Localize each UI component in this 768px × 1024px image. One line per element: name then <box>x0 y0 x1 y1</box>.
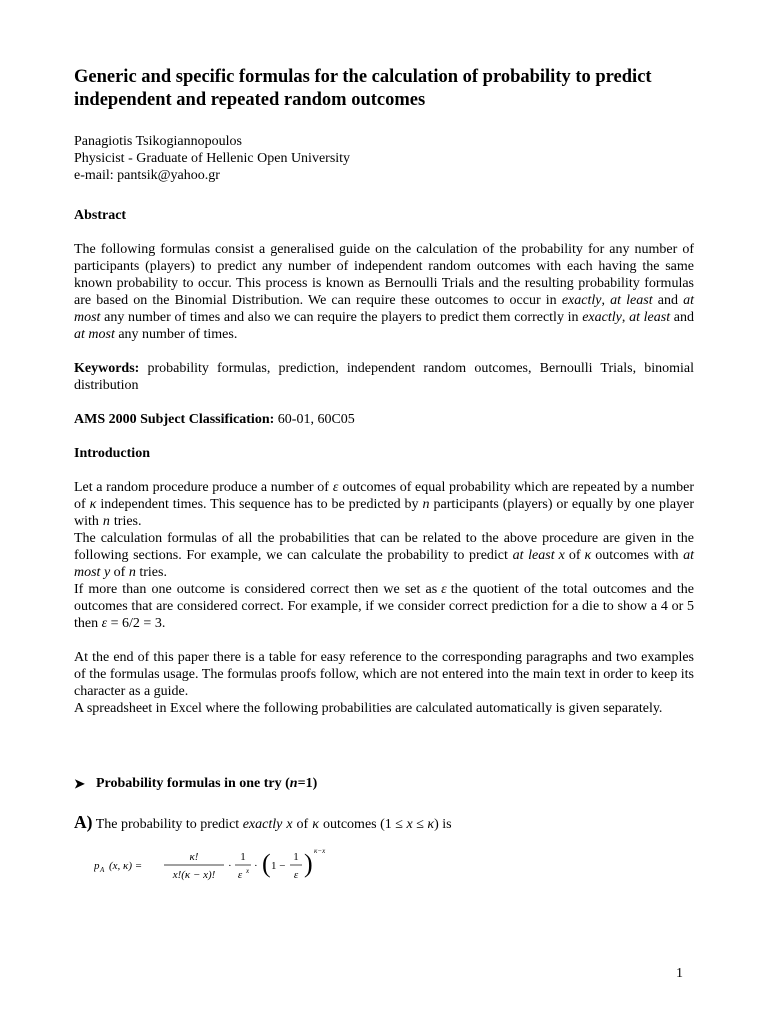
formula-dot-2: · <box>254 860 258 872</box>
formula-frac3-num: 1 <box>293 851 299 863</box>
formula-frac3-den: ε <box>293 869 299 881</box>
section-one-try-label: Probability formulas in one try (n=1) <box>96 776 318 791</box>
part-a-statement: A) The probability to predict exactly x of κ outcomes (1 ≤ x ≤ κ) is <box>74 812 452 832</box>
formula-one: 1 − <box>271 860 286 872</box>
intro-paragraph-4: At the end of this paper there is a table for easy reference to the corresponding paragraphs and two examples of the formulas usage. The formulas proofs follow, which are not entered into the main text in order to keep its character as a guide. <box>74 650 694 699</box>
formula-dot-1: · <box>228 860 232 872</box>
formula-p: p <box>94 860 100 872</box>
binomial-probability-formula <box>94 845 354 887</box>
keywords-label: Keywords: <box>74 361 140 376</box>
formula-args: (x, κ) = <box>109 860 143 872</box>
author-email: e-mail: pantsik@yahoo.gr <box>74 168 220 183</box>
author-block <box>74 133 694 184</box>
introduction-section <box>74 445 694 717</box>
formula-exponent: κ−x <box>314 847 326 855</box>
formula-frac1-den: x!(κ − x)! <box>172 869 216 881</box>
intro-paragraph-3: If more than one outcome is considered correct then we set as ε the quotient of the total outcomes and the outcomes that are considered correct. For example, if we consider correct prediction for a die to show a 4 or 5 then ε = 6/2 = 3. <box>74 582 694 631</box>
ams-classification <box>74 411 694 428</box>
keywords <box>74 360 694 394</box>
abstract-text: The following formulas consist a generalised guide on the calculation of the probability for any number of participants (players) to predict any number of independent random outcomes with each having the same known probability to occur. This process is known as Bernoulli Trials and the resulting probability formulas are based on the Binomial Distribution. We can require these outcomes to occur in exactly, at least and at most any number of times and also we can require the players to predict them correctly in exactly, at least and at most any number of times. <box>74 242 695 342</box>
formula-frac1-num: κ! <box>189 851 199 863</box>
abstract-section <box>74 207 694 343</box>
intro-paragraph-5: A spreadsheet in Excel where the following probabilities are calculated automatically is given separately. <box>74 701 663 716</box>
author-affiliation: Physicist - Graduate of Hellenic Open University <box>74 151 351 166</box>
paper-title: Generic and specific formulas for the calculation of probability to predict independent and repeated random outcomes <box>74 67 652 110</box>
author-name: Panagiotis Tsikogiannopoulos <box>74 134 242 149</box>
paper-page <box>74 66 694 892</box>
intro-paragraph-2: The calculation formulas of all the probabilities that can be related to the above procedure are given in the following sections. For example, we can calculate the probability to predict at least x of κ outcomes with at most y of n tries. <box>74 531 695 580</box>
abstract-heading: Abstract <box>74 208 127 223</box>
formula-sub: A <box>100 866 105 874</box>
ams-label: AMS 2000 Subject Classification: <box>74 412 275 427</box>
section-one-try-heading <box>74 775 694 792</box>
formula-frac2-num: 1 <box>240 851 246 863</box>
part-a-label: A) <box>74 812 93 832</box>
ams-text: 60-01, 60C05 <box>274 412 355 427</box>
page-number: 1 <box>676 966 683 981</box>
arrow-bullet-icon: ➤ <box>74 776 85 791</box>
intro-paragraph-1: Let a random procedure produce a number of ε outcomes of equal probability which are repeated by a number of κ independent times. This sequence has to be predicted by n participants (players) or equally by one player with n tries. <box>74 480 694 529</box>
formula-paren-close: ) <box>304 849 313 878</box>
formula-frac2-den-sup: x <box>246 867 250 875</box>
introduction-heading: Introduction <box>74 446 150 461</box>
keywords-text: probability formulas, prediction, independent random outcomes, Bernoulli Trials, binomial distribution <box>74 361 694 393</box>
formula-frac2-den: ε <box>237 869 243 881</box>
formula-paren-open: ( <box>262 849 271 878</box>
